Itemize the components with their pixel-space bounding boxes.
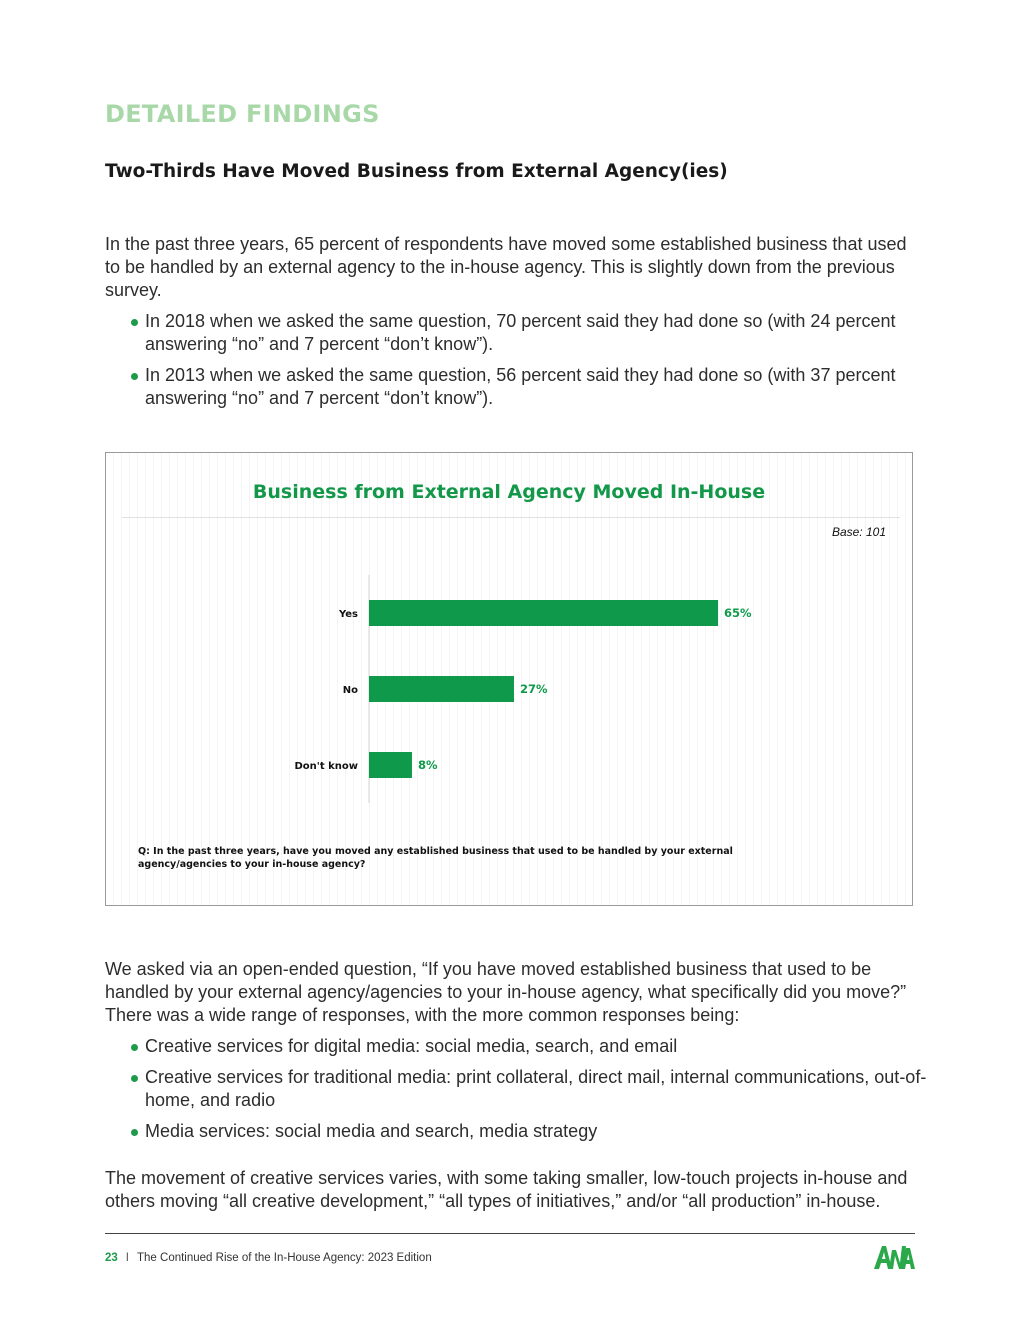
chart-panel xyxy=(105,452,913,906)
intro-section xyxy=(105,233,925,418)
footer-separator: I xyxy=(125,1252,129,1264)
intro-paragraph: In the past three years, 65 percent of respondents have moved some established business that used to be handled by an external agency to the in-house agency. This is slightly down from the previous survey. xyxy=(105,234,907,300)
closing-paragraph: The movement of creative services varies, with some taking smaller, low-touch projects in-house and others moving “all creative development,” “all types of initiatives,” and/or “all production” in-house. xyxy=(105,1168,908,1211)
page-number: 23 xyxy=(105,1252,118,1264)
value-label: 27% xyxy=(519,682,548,696)
intro-bullet-2013: In 2013 when we asked the same question, 56 percent said they had done so (with 37 percent answering “no” and 7 percent “don’t know”). xyxy=(145,364,925,410)
chart-title: Business from External Agency Moved In-House xyxy=(252,481,766,503)
category-label: Yes xyxy=(338,609,358,620)
bar xyxy=(369,600,718,626)
page-footer xyxy=(105,1252,432,1264)
value-label: 8% xyxy=(417,758,438,772)
responses-bullet-list xyxy=(105,1035,935,1143)
value-label: 65% xyxy=(724,606,752,620)
bar xyxy=(369,752,412,778)
bar-chart xyxy=(106,453,914,907)
category-label: No xyxy=(342,685,358,696)
responses-section xyxy=(105,958,935,1151)
response-bullet-media: Media services: social media and search, media strategy xyxy=(145,1120,935,1143)
intro-bullet-list xyxy=(105,310,925,410)
responses-paragraph: We asked via an open-ended question, “If you have moved established business that used to be handled by your external agency/agencies to your in-house agency, what specifically did you move?” There was a wide range of responses, with the more common responses being: xyxy=(105,959,907,1025)
category-label: Don't know xyxy=(294,761,358,772)
chart-base-note: Base: 101 xyxy=(831,525,886,539)
response-bullet-traditional: Creative services for traditional media: print collateral, direct mail, internal communications, out-of-home, and radio xyxy=(145,1066,935,1112)
page-subheading: Two-Thirds Have Moved Business from External Agency(ies) xyxy=(105,161,728,182)
intro-bullet-2018: In 2018 when we asked the same question, 70 percent said they had done so (with 24 percent answering “no” and 7 percent “don’t know”). xyxy=(145,310,925,356)
footer-divider xyxy=(105,1233,915,1234)
chart-question: Q: In the past three years, have you moved any established business that used to be handled by your external agency/agencies to your in-house agency? xyxy=(138,846,733,870)
publication-title: The Continued Rise of the In-House Agency: 2023 Edition xyxy=(137,1252,432,1264)
response-bullet-digital: Creative services for digital media: social media, search, and email xyxy=(145,1035,935,1058)
bar xyxy=(369,676,514,702)
ana-logo xyxy=(873,1244,915,1270)
section-heading: DETAILED FINDINGS xyxy=(105,100,380,128)
